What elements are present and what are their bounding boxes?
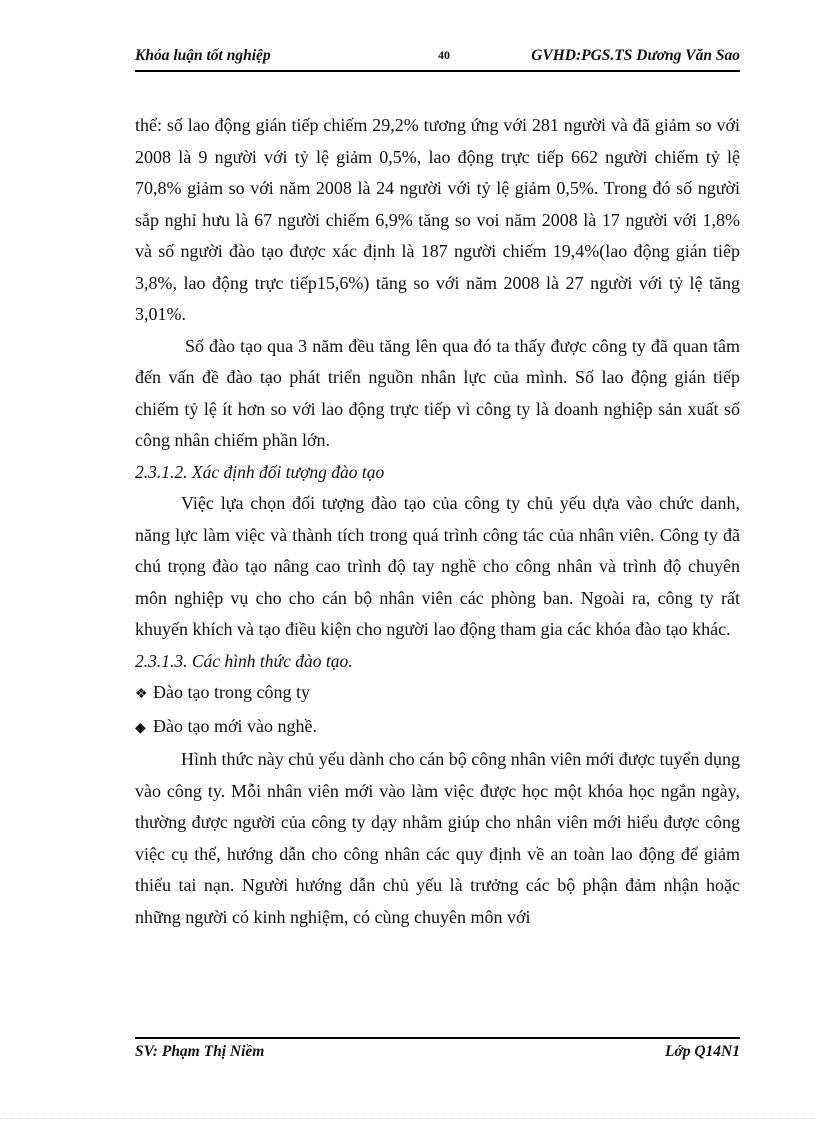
supervisor-name: GVHD:PGS.TS Dương Văn Sao <box>531 47 740 64</box>
bullet-text: Đào tạo mới vào nghề. <box>153 715 317 736</box>
paragraph-new-hire-training: Hình thức này chủ yếu dành cho cán bộ công nhân viên mới được tuyển dụng vào công ty. Mỗi nhân viên mới vào làm việc được học một khóa học ngắn ngày, thường được người của công ty dạy nhằm giúp cho nhân viên mới hiểu được công việc cụ thể, hướng dẫn cho công nhân các quy định về an toàn lao động để giảm thiểu tai nạn. Người hướng dẫn chủ yếu là trưởng các bộ phận đảm nhận hoặc những người có kinh nghiệm, có cùng chuyên môn với <box>135 749 740 927</box>
page-footer <box>135 1037 740 1060</box>
bullet-in-company-training <box>135 677 740 711</box>
paragraph-training-targets: Việc lựa chọn đối tượng đào tạo của công ty chủ yếu dựa vào chức danh, năng lực làm việc và thành tích trong quá trình công tác của nhân viên. Công ty đã chú trọng đào tạo nâng cao trình độ tay nghề cho công nhân và trình độ chuyên môn nghiệp vụ cho cho cán bộ nhân viên các phòng ban. Ngoài ra, công ty rất khuyến khích và tạo điều kiện cho người lao động tham gia các khóa đào tạo khác. <box>135 493 740 639</box>
class-code: Lớp Q14N1 <box>664 1043 740 1060</box>
thesis-title: Khóa luận tốt nghiệp <box>135 47 271 64</box>
paragraph-labor-stats: thể: số lao động gián tiếp chiếm 29,2% tương ứng với 281 người và đã giảm so với 2008 là 9 người với tỷ lệ giảm 0,5%, lao động trực tiếp 662 người chiếm tỷ lệ 70,8% giảm so với năm 2008 là 24 người với tỷ lệ giảm 0,5%. Trong đó số người sắp nghỉ hưu là 67 người chiếm 6,9% tăng so voi năm 2008 là 17 người với 1,8% và số người đào tạo được xác định là 187 người chiếm 19,4%(lao động gián tiêp 3,8%, lao động trực tiếp15,6%) tăng so với năm 2008 là 27 người với tỷ lệ tăng 3,01%. <box>135 115 740 324</box>
paragraph-training-trend: Số đào tạo qua 3 năm đều tăng lên qua đó ta thấy được công ty đã quan tâm đến vấn đề đào tạo phát triển nguồn nhân lực của mình. Số lao động gián tiếp chiếm tỷ lệ ít hơn so với lao động trực tiếp vì công ty là doanh nghiệp sản xuất số công nhân chiếm phần lớn. <box>135 335 740 450</box>
section-heading-training-targets: 2.3.1.2. Xác định đối tượng đào tạo <box>135 461 385 482</box>
bullet-text: Đào tạo trong công ty <box>153 682 310 702</box>
student-name: SV: Phạm Thị Niềm <box>135 1043 265 1060</box>
page-bottom-divider <box>0 1118 816 1119</box>
page-number: 40 <box>438 48 450 62</box>
section-heading-training-forms: 2.3.1.3. Các hình thức đào tạo. <box>135 650 353 671</box>
bullet-new-hire-training <box>135 711 740 745</box>
diamond-bullet-icon: ◆ <box>135 720 146 736</box>
page-body <box>135 110 740 933</box>
page-header <box>135 44 740 72</box>
diamond-star-bullet-icon: ❖ <box>135 687 148 702</box>
